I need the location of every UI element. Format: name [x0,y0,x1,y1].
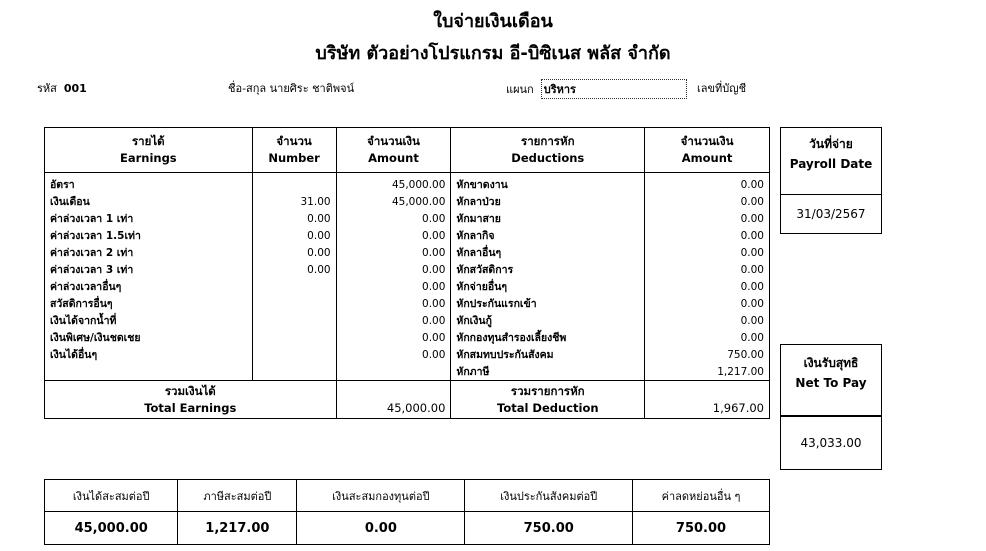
deduction-amount: 0.00 [645,329,770,346]
ytd-header: เงินสะสมกองทุนต่อปี [297,480,465,512]
earning-number [252,173,336,194]
table-row [45,227,770,244]
slip-title: ใบจ่ายเงินเดือน [433,11,553,32]
earning-amount: 0.00 [336,244,451,261]
total-earnings-label: รวมเงินได้ Total Earnings [45,381,337,419]
earning-amount: 0.00 [336,278,451,295]
earning-number [252,363,336,381]
payroll-date-header: วันที่จ่าย Payroll Date [780,127,882,195]
deduction-label: หักกองทุนสำรองเลี้ยงชีพ [451,329,645,346]
earning-amount: 0.00 [336,261,451,278]
table-row [45,173,770,194]
earning-label: เงินเดือน [45,193,253,210]
earning-number: 0.00 [252,244,336,261]
earning-number [252,346,336,363]
deduction-amount: 0.00 [645,227,770,244]
earning-amount: 45,000.00 [336,193,451,210]
ytd-value: 0.00 [297,512,465,545]
table-row [45,244,770,261]
ytd-value: 1,217.00 [178,512,297,545]
net-pay-header: เงินรับสุทธิ Net To Pay [780,344,882,416]
deduction-amount: 1,217.00 [645,363,770,381]
employee-name-label: ชื่อ-สกุล [228,82,267,95]
earnings-deductions-table [44,127,770,419]
earning-number: 0.00 [252,261,336,278]
ytd-header: เงินได้สะสมต่อปี [45,480,178,512]
net-pay-value: 43,033.00 [780,416,882,470]
earning-amount [336,363,451,381]
deduction-label: หักมาสาย [451,210,645,227]
table-row [45,346,770,363]
earning-label: สวัสดิการอื่นๆ [45,295,253,312]
earning-label: ค่าล่วงเวลาอื่นๆ [45,278,253,295]
table-header-row [45,128,770,173]
ytd-value: 750.00 [633,512,770,545]
earning-amount: 0.00 [336,329,451,346]
totals-row [45,381,770,419]
earning-amount: 45,000.00 [336,173,451,194]
department-label: แผนก [506,83,534,96]
account-number-label: เลขที่บัญชี [697,82,747,95]
total-deduction-label: รวมรายการหัก Total Deduction [451,381,645,419]
employee-name-field [228,79,354,97]
earning-label: ค่าล่วงเวลา 2 เท่า [45,244,253,261]
employee-name: นายศิระ ชาติพจน์ [269,82,355,95]
earning-label: เงินได้อื่นๆ [45,346,253,363]
earning-amount: 0.00 [336,346,451,363]
ytd-value: 750.00 [465,512,633,545]
earning-number [252,312,336,329]
deduction-label: หักภาษี [451,363,645,381]
deduction-amount: 0.00 [645,278,770,295]
earning-amount: 0.00 [336,227,451,244]
earning-label: ค่าล่วงเวลา 1.5เท่า [45,227,253,244]
table-row [45,261,770,278]
ytd-header-row [45,480,770,512]
header-deductions: รายการหัก Deductions [451,128,645,173]
deduction-amount: 0.00 [645,261,770,278]
table-row [45,363,770,381]
ytd-header: ค่าลดหย่อนอื่น ๆ [633,480,770,512]
deduction-amount: 0.00 [645,244,770,261]
deduction-label: หักสวัสดิการ [451,261,645,278]
ytd-header: ภาษีสะสมต่อปี [178,480,297,512]
earning-label: ค่าล่วงเวลา 3 เท่า [45,261,253,278]
deduction-amount: 0.00 [645,295,770,312]
deduction-label: หักเงินกู้ [451,312,645,329]
table-row [45,278,770,295]
earning-label: อัตรา [45,173,253,194]
employee-code-label: รหัส [37,82,57,95]
deduction-label: หักจ่ายอื่นๆ [451,278,645,295]
deduction-amount: 0.00 [645,193,770,210]
header-number: จำนวน Number [252,128,336,173]
employee-code-field [37,79,87,97]
department-field [506,79,687,99]
header-amount: จำนวนเงิน Amount [336,128,451,173]
deduction-label: หักลากิจ [451,227,645,244]
table-row [45,210,770,227]
earning-number: 31.00 [252,193,336,210]
table-row [45,193,770,210]
earning-number: 0.00 [252,227,336,244]
deduction-amount: 750.00 [645,346,770,363]
deduction-label: หักประกันแรกเข้า [451,295,645,312]
table-row [45,329,770,346]
earning-amount: 0.00 [336,312,451,329]
total-earnings-value: 45,000.00 [336,381,451,419]
earning-number [252,295,336,312]
earning-number: 0.00 [252,210,336,227]
deduction-amount: 0.00 [645,210,770,227]
employee-code: 001 [63,82,87,95]
ytd-summary-table [44,479,770,545]
company-name: บริษัท ตัวอย่างโปรแกรม อี-บิซิเนส พลัส จำกัด [315,43,671,64]
table-row [45,295,770,312]
total-deduction-value: 1,967.00 [645,381,770,419]
earning-amount: 0.00 [336,210,451,227]
header-deduction-amount: จำนวนเงิน Amount [645,128,770,173]
earning-number [252,278,336,295]
deduction-amount: 0.00 [645,173,770,194]
deduction-label: หักลาอื่นๆ [451,244,645,261]
earning-label: เงินพิเศษ/เงินชดเชย [45,329,253,346]
header-earnings: รายได้ Earnings [45,128,253,173]
department-value: บริหาร [541,79,687,99]
payroll-date-value: 31/03/2567 [780,194,882,234]
deduction-label: หักสมทบประกันสังคม [451,346,645,363]
earning-label [45,363,253,381]
deduction-amount: 0.00 [645,312,770,329]
deduction-label: หักลาป่วย [451,193,645,210]
deduction-label: หักขาดงาน [451,173,645,194]
earning-amount: 0.00 [336,295,451,312]
earning-label: ค่าล่วงเวลา 1 เท่า [45,210,253,227]
ytd-value-row [45,512,770,545]
ytd-header: เงินประกันสังคมต่อปี [465,480,633,512]
earning-number [252,329,336,346]
ytd-value: 45,000.00 [45,512,178,545]
table-row [45,312,770,329]
earning-label: เงินได้จากน้ำที่ [45,312,253,329]
